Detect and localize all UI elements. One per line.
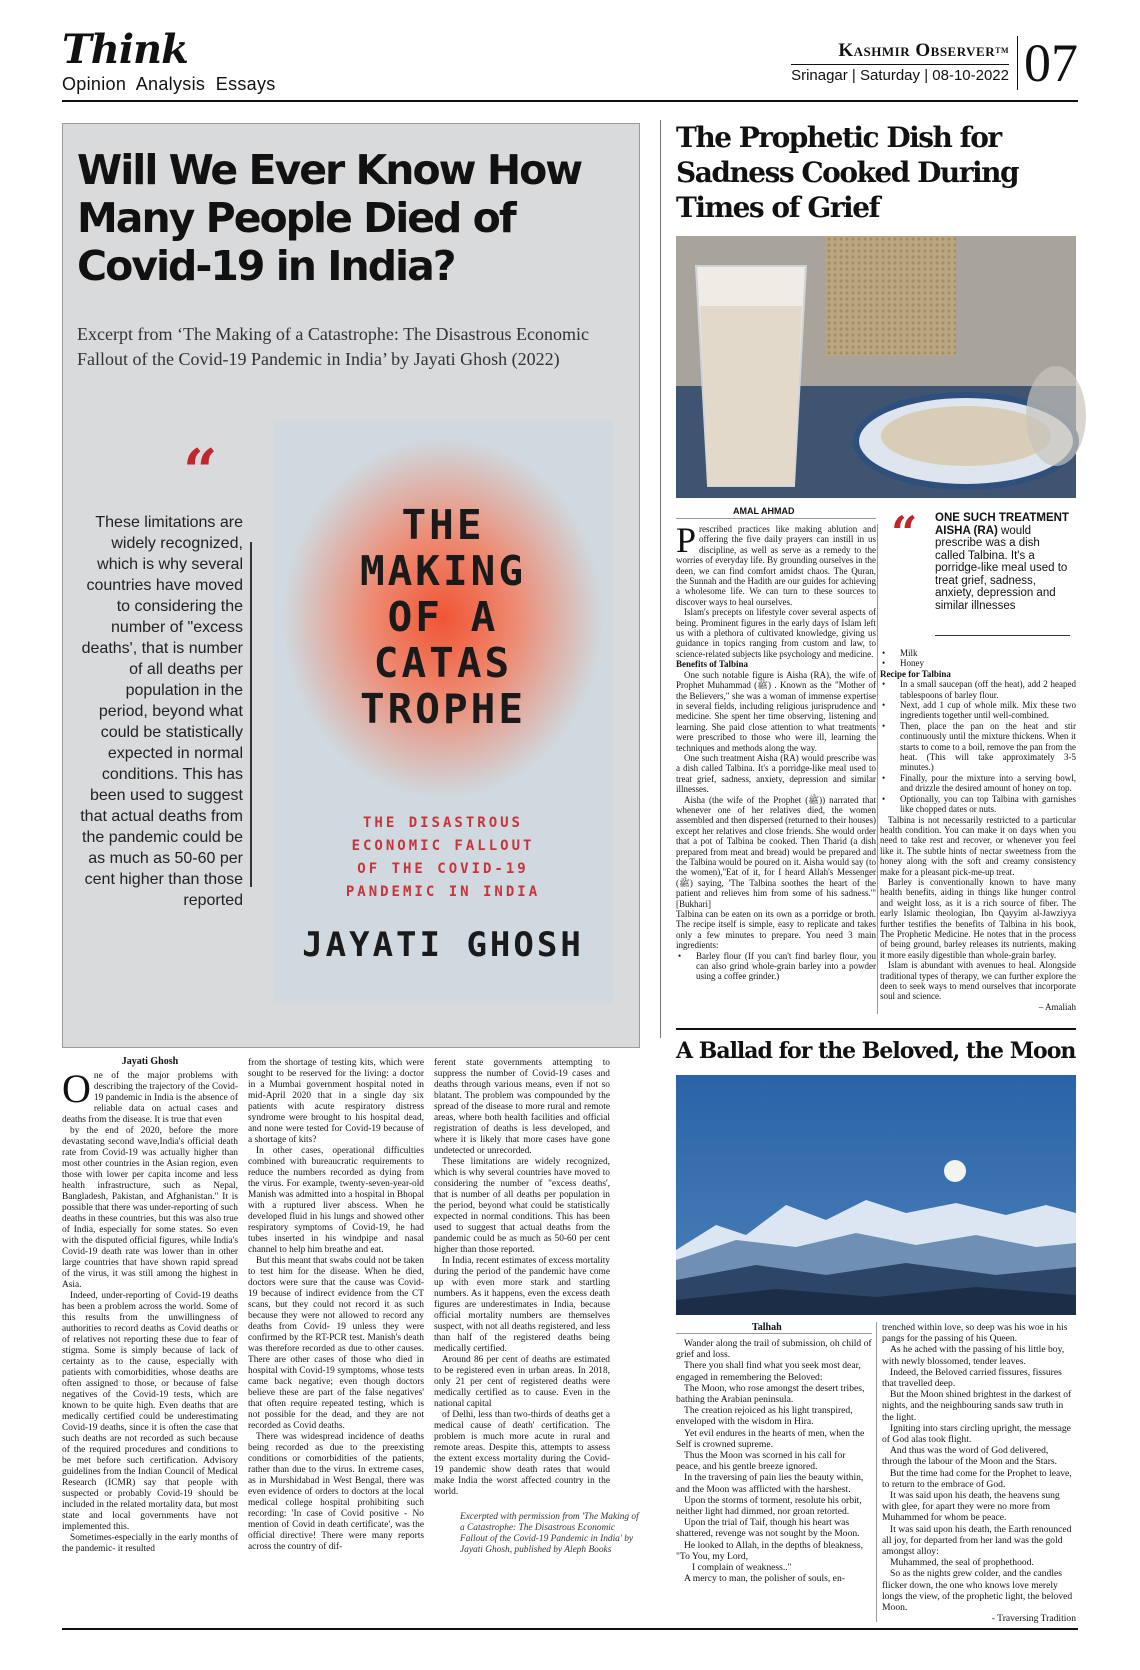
paper-name (791, 40, 1009, 62)
lead-paragraph: of Delhi, less than two-thirds of deaths get a medical cause of death' certification. The problem is much more acute in rural and remote areas. Despite this, attempts to assess the extent excess mortality during the Covid-19 pandemic show death rates that would make India the worst affected country in the world. (434, 1410, 610, 1497)
moon-photo-art (676, 1075, 1076, 1315)
lead-paragraph (62, 1066, 238, 1126)
talbina-column-2 (880, 648, 1076, 1023)
book-title-line: MAKING (359, 547, 527, 595)
recipe-steps (880, 679, 1076, 814)
section-title: Think (62, 26, 188, 73)
ballad-signoff: - Traversing Tradition (991, 1613, 1076, 1625)
paper-name-text: Kashmir Observer (838, 40, 996, 61)
recipe-step: • Next, add 1 cup of whole milk. Mix these two ingredients together until well-combined. (880, 700, 1076, 721)
lead-byline: Jayati Ghosh (121, 1056, 179, 1067)
talbina-photo (676, 236, 1076, 498)
recipe-step: • Optionally, you can top Talbina with garnishes like chopped dates or nuts. (880, 794, 1076, 815)
lead-paragraph: But this meant that swabs could not be taken to test him for the disease. When he died, doctors were sure that the cause was Covid- 19 because of indirect evidence from the CT scans, but they could not record it as such because they were not allowed to record any deaths from Covid- 19 unless they were confirmed by the RT-PCR test. Manish's death was therefore recorded as due to other causes. There are other cases of those who died in hospital with Covid-19 symptoms, whose tests came back negative; even though doctors believe these are part of the false negatives' that often require repeated testing, which is not possible for the dead, and they are not recorded as Covid deaths. (248, 1256, 424, 1431)
quote-mark-icon: “ (891, 506, 918, 560)
lead-article-panel (62, 123, 640, 1048)
book-subtitle-line: ECONOMIC FALLOUT (351, 838, 535, 854)
moon-photo (676, 1075, 1076, 1315)
bottom-rule (62, 1628, 1078, 1630)
talbina-photo-art (676, 236, 1076, 498)
ballad-stanza: There you shall find what you seek most dear, engaged in remembering the Beloved: (676, 1360, 861, 1383)
book-title-line: OF A (387, 593, 499, 641)
ballad-headline: A Ballad for the Beloved, the Moon (676, 1038, 1076, 1064)
paragraph-text: rescribed practices like making ablution and offering the five daily prayers can instill in us discipline, as well as serve as a remedy to the worries of everyday life. By grounding ourselves in the deen, we can find comfort amidst chaos. The Quran, the Sunnah and the Hadith are our guides for achieving a wholesome life. We can turn to these sources to discover ways to heal ourselves. (676, 524, 876, 607)
talbina-paragraph: Talbina is not necessarily restricted to a particular health condition. You can make it on days when you need to take rest and recover, or whenever you feel like it. The subtle hints of nectar sweetness from the honey along with the soft and creamy consistency make for a pleasant pick-me-up treat. (880, 814, 1076, 877)
recipe-step: • In a small saucepan (off the heat), add 2 heaped tablespoons of barley flour. (880, 679, 1076, 700)
book-title-line: TROPHE (359, 685, 527, 733)
ingredient-item: • Barley flour (If you can't find barley flour, you can also grind whole-grain barley into a powder using a coffee grinder.) (676, 951, 876, 982)
talbina-column-1 (676, 520, 876, 1016)
lead-paragraph: ferent state governments attempting to suppress the number of Covid-19 cases and deaths through various means, even if not so blatant. The problem was compounded by the spread of the disease to more rural and remote areas, where both health facilities and official registration of deaths is less developed, and where it is likely that more cases have gone undetected or unrecorded. (434, 1058, 610, 1156)
book-title-line: CATAS (373, 639, 513, 687)
pull-quote-rule (935, 635, 1070, 636)
book-subtitle-line: THE DISASTROUS (362, 815, 523, 831)
ingredient-list (676, 951, 876, 982)
ballad-stanza: A mercy to man, the polisher of souls, en- (684, 1573, 845, 1585)
talbina-byline: AMAL AHMAD (733, 506, 795, 516)
recipe-step: • Then, place the pan on the heat and stir continuously until the mixture thickens. When it starts to come to a boil, remove the pan from the heat. (This will take approximately 3-5 minutes.) (880, 721, 1076, 773)
ballad-stanza: The Moon, who rose amongst the desert tribes, bathing the Arabian peninsula. (676, 1382, 865, 1406)
lead-paragraph: Sometimes-especially in the early months of the pandemic- it resulted (62, 1533, 238, 1554)
talbina-paragraph: Islam is abundant with avenues to heal. Alongside traditional types of therapy, we can further explore the deen to seek ways to mend ourselves that incorporate soul and science. (880, 960, 1076, 1002)
ballad-stanza: The creation rejoiced as his light transpired, enveloped with the wisdom in Hira. (676, 1405, 853, 1428)
ballad-stanza: Wander along the trail of submission, oh child of grief and loss. (676, 1338, 872, 1361)
ballad-stanza: Yet evil endures in the hearts of men, when the Self is crowned supreme. (676, 1427, 865, 1450)
pull-quote-bar (250, 542, 252, 887)
lead-excerpt: Excerpt from ‘The Making of a Catastrophe: The Disastrous Economic Fallout of the Covid-19 Pandemic in India’ by Jayati Ghosh (2022) (77, 324, 590, 369)
dateline: Srinagar | Saturday | 08-10-2022 (791, 64, 1009, 84)
ingredient-list (880, 648, 1076, 669)
ballad-stanza: I complain of weakness.." (692, 1562, 792, 1574)
ballad-stanza: Indeed, the Beloved carried fissures, fissures that travelled deep. (882, 1366, 1062, 1390)
talbina-paragraph: One such notable figure is Aisha (RA), the wife of Prophet Muhammad (ﷺ) . Known as the "Mother of the Believers," she was a woman of immense expertise in several fields, including religious jurisprudence and medicine. She spent her time observing, listening and learning. She paid close attention to what treatments were prescribed to those who were ill, learning the techniques and methods along the way. (676, 669, 876, 753)
page-number: 07 (1017, 36, 1078, 90)
ballad-stanza: In the traversing of pain lies the beauty within, and the Moon was afflicted with the harshest. (676, 1472, 864, 1495)
ballad-stanza: Thus the Moon was scorned in his call for peace, and his gentle breeze ignored. (676, 1450, 846, 1473)
talbina-signoff: – Amaliah (1038, 1001, 1076, 1012)
column-divider (877, 524, 878, 1014)
talbina-paragraph: One such treatment Aisha (RA) would prescribe was a dish called Talbina. It's a porridge-like meal used to treat grief, sadness, anxiety, depression and similar illnesses. (676, 752, 876, 795)
paragraph-text: ne of the major problems with describing the trajectory of the Covid-19 pandemic in India is the absence of reliable data on actual cases and deaths from the disease. It is true that even (62, 1071, 238, 1125)
ballad-column-1 (676, 1338, 872, 1624)
lead-paragraph: Around 86 per cent of deaths are estimated to be registered even in urban areas. In 2018, only 21 per cent of registered deaths were medically certified as to cause. Even in the national capital (434, 1355, 610, 1409)
ballad-stanza: But the time had come for the Prophet to leave, to return to the embrace of God. (882, 1467, 1072, 1490)
talbina-paragraph: Aisha (the wife of the Prophet (ﷺ)) narrated that whenever one of her relatives died, the women assembled and then dispersed (returned to their houses) except her relatives and close friends. She would order that a pot of Talbina be cooked. Then Tharid (a dish prepared from meat and bread) would be prepared and the Talbina would be poured on it. Aisha would say (to the women),"Eat of it, for I heard Allah's Messenger (ﷺ) saying, 'The Talbina soothes the heart of the patient and relieves him from some of his sadness.'"[Bukhari] (676, 794, 876, 909)
talbina-rule (676, 518, 876, 519)
book-subtitle (273, 812, 613, 904)
ballad-stanza: trenched within love, so deep was his woe in his pangs for the passing of his Queen. (882, 1322, 1068, 1345)
section-header (62, 28, 276, 95)
book-subtitle-line: PANDEMIC IN INDIA (345, 884, 541, 900)
lead-column-3 (434, 1058, 610, 1500)
lead-column-2 (248, 1058, 424, 1553)
pull-quote-head: ONE SUCH TREATMENT AISHA (RA) (935, 512, 1069, 537)
ballad-stanza: It was said upon his death, the Earth renounced all joy, for departed from her land was the gold amongst alloy: (882, 1523, 1072, 1558)
lead-column-1 (62, 1056, 238, 1554)
book-title-line: THE (401, 501, 485, 549)
ballad-stanza: He looked to Allah, in the depths of bleakness, "To You, my Lord, (676, 1539, 864, 1562)
lead-paragraph: In other cases, operational difficulties combined with bureaucratic requirements to reduce the numbers recorded as dying from the virus. For example, twenty-seven-year-old Manish was admitted into a hospital in Bhopal with a ruptured liver abscess. When he developed fluid in his lungs and showed other respiratory symptoms of Covid-19, he had tubes inserted in his windpipe and nasal channel to help him breathe and eat. (248, 1146, 424, 1255)
top-rule (62, 100, 1078, 102)
ballad-column-2 (882, 1322, 1076, 1625)
ballad-byline: Talhah (752, 1322, 782, 1333)
recipe-step: • Finally, pour the mixture into a serving bowl, and drizzle the desired amount of honey on top. (880, 773, 1076, 794)
lead-paragraph: These limitations are widely recognized, which is why several countries have moved to considering the number of "excess deaths', that is number of all deaths per population in the period, beyond what could be statistically expected in normal conditions. This has been used to suggest that actual deaths from the pandemic could be as much as 50-60 per cent higher than those reported. (434, 1157, 610, 1255)
section-subtitle: Opinion Analysis Essays (62, 74, 276, 94)
column-divider (660, 120, 661, 1038)
ballad-stanza: But the Moon shined brightest in the darkest of nights, and the neighbouring sands saw truth in the light. (882, 1389, 1072, 1423)
pull-quote: These limitations are widely recognized, which is why several countries have moved to considering the number of "excess deaths', that is number of all deaths per population in the period, beyond what could be statistically expected in normal conditions. This has been used to suggest that actual deaths from the pandemic could be as much as 50-60 per cent higher than those reported (80, 514, 243, 909)
excerpt-credit: Excerpted with permission from 'The Making of a Catastrophe: The Disastrous Economic Fallout of the Covid-19 Pandemic in India' by Jayati Ghosh, published by Aleph Books (460, 1512, 639, 1555)
ballad-stanza: It was said upon his death, the heavens sung with glee, for apart they were no more from Muhammed for whom be peace. (882, 1490, 1060, 1524)
book-subtitle-line: OF THE COVID-19 (357, 861, 529, 877)
talbina-pull-quote (935, 512, 1070, 612)
trademark: TM (995, 46, 1009, 55)
ballad-stanza: Igniting into stars circling upright, the message of God alas took flight. (882, 1422, 1071, 1446)
section-divider (676, 1028, 1076, 1030)
ballad-stanza: Muhammed, the seal of prophethood. (890, 1557, 1034, 1569)
ballad-stanza: So as the nights grew colder, and the candles flicker down, the one who knows love merely longs the view, of the prophetic light, the beloved Moon. (882, 1568, 1073, 1614)
book-author: JAYATI GHOSH (302, 925, 584, 965)
recipe-heading: Recipe for Talbina (880, 668, 951, 679)
talbina-subhead: Benefits of Talbina (676, 659, 749, 670)
talbina-paragraph: Talbina can be eaten on its own as a porridge or broth. The recipe itself is simple, easy to replicate and takes only a few minutes to prepare. You need 3 main ingredients: (676, 909, 876, 951)
ballad-stanza: As he ached with the passing of his little boy, with newly blossomed, tender leaves. (882, 1344, 1065, 1367)
book-title (273, 502, 613, 732)
column-divider (876, 1322, 877, 1622)
lead-paragraph: There was widespread incidence of deaths being recorded as due to the preexisting conditions or comorbidities of the patients, rather than due to the virus. In extreme cases, as in Murshidabad in West Bengal, there was even evidence of orders to doctors at the local medical college hospital prohibiting such recording: 'In case of Covid positive - No mention of Covid in death certificate', was the official directive! There were many reports across the country of dif- (248, 1432, 424, 1552)
paper-block (791, 40, 1017, 84)
talbina-paragraph: Islam's precepts on lifestyle cover several aspects of being. Prominent figures in the early days of Islam left us with a plethora of cultivated knowledge, giving us guidance in topics ranging from custom and law, to science-related subjects like psychology and medicine. (676, 607, 876, 659)
ballad-stanza: Upon the storms of torment, resolute his orbit, neither light had dimmed, nor groan retorted. (676, 1494, 862, 1518)
ballad-rule (676, 1333, 872, 1334)
lead-paragraph: from the shortage of testing kits, which were sought to be reserved for the living: a doctor in a Mumbai government hospital noted in mid-April 2020 that in a single day six patients with acute respiratory distress syndrome were brought to his hospital dead, and none were tested for Covid-19 because of a shortage of kits? (248, 1058, 424, 1145)
lead-headline: Will We Ever Know How Many People Died of Covid-19 in India? (77, 146, 582, 290)
lead-paragraph: Indeed, under-reporting of Covid-19 deaths has been a problem across the world. Some of this results from the unwillingness of authorities to record deaths as Covid deaths or of relatives not reporting these due to fear of stigma. Some is simply because of lack of certainty as to the cause, especially with patients with comorbidities, whose deaths are often assigned to those, or because of false negatives of the Covid-19 tests, which are known to be quite high. Even deaths that are medically certified could be underestimating Covid-19 deaths, since it is often the case that such deaths are not recorded as such because of the required procedures and conditions to be met before such certification. Advisory guidelines from the Indian Council of Medical Research (ICMR) say that people with suspected or probably Covid-19 should be included in the related mortality data, but most state and local governments have not implemented this. (62, 1291, 238, 1532)
dropcap: O (62, 1066, 91, 1111)
quote-mark-icon: “ (183, 437, 218, 507)
book-cover (273, 420, 613, 1003)
ballad-stanza: And thus was the word of God delivered, through the labour of the Moon and the Stars. (882, 1445, 1058, 1468)
dropcap: P (676, 520, 697, 560)
talbina-headline: The Prophetic Dish for Sadness Cooked During Times of Grief (676, 121, 1019, 224)
ingredient-item: • Milk (880, 648, 1076, 658)
ballad-stanza: Upon the trial of Taif, though his heart was shattered, revenge was not sought by the Moon. (676, 1517, 860, 1540)
talbina-paragraph (676, 520, 876, 607)
masthead (791, 33, 1078, 93)
lead-paragraph: by the end of 2020, before the more devastating second wave,India's official death rate from Covid-19 was actually higher than most other countries in the Asian region, even those with lower per capita income and less health infrastructure, such as Nepal, Bangladesh, Pakistan, and Afghanistan." It is possible that there was under-reporting of such deaths in these countries, but this was also true of India, especially for some states. So even with the disputed official figures, while India's Covid-19 death rate was lower than in other large countries that have shown rapid spread of the virus, it was still among the highest in Asia. (62, 1126, 238, 1290)
pull-quote-body: would prescribe was a dish called Talbina. It's a porridge-like meal used to treat grief, sadness, anxiety, depression and similar illnesses (935, 524, 1068, 612)
talbina-paragraph: Barley is conventionally known to have many health benefits, aiding in things like hunger control and weight loss, as it is a rich source of fiber. The early Islamic theologian, Ibn Qayyim al-Jawziyya further testifies the benefits of Talbina in his book, The Prophetic Medicine. He notes that in the process of being ground, barley releases its nutrients, making it more easily digestible than whole-grain barley. (880, 876, 1076, 960)
ingredient-item: • Honey (880, 658, 1076, 668)
lead-paragraph: In India, recent estimates of excess mortality during the period of the pandemic have come up with even more stark and startling numbers. As it happens, even the excess death figures are underestimates in India, because official mortality numbers are themselves suspect, with not all deaths registered, and less than half of the registered deaths being medically certified. (434, 1256, 610, 1354)
